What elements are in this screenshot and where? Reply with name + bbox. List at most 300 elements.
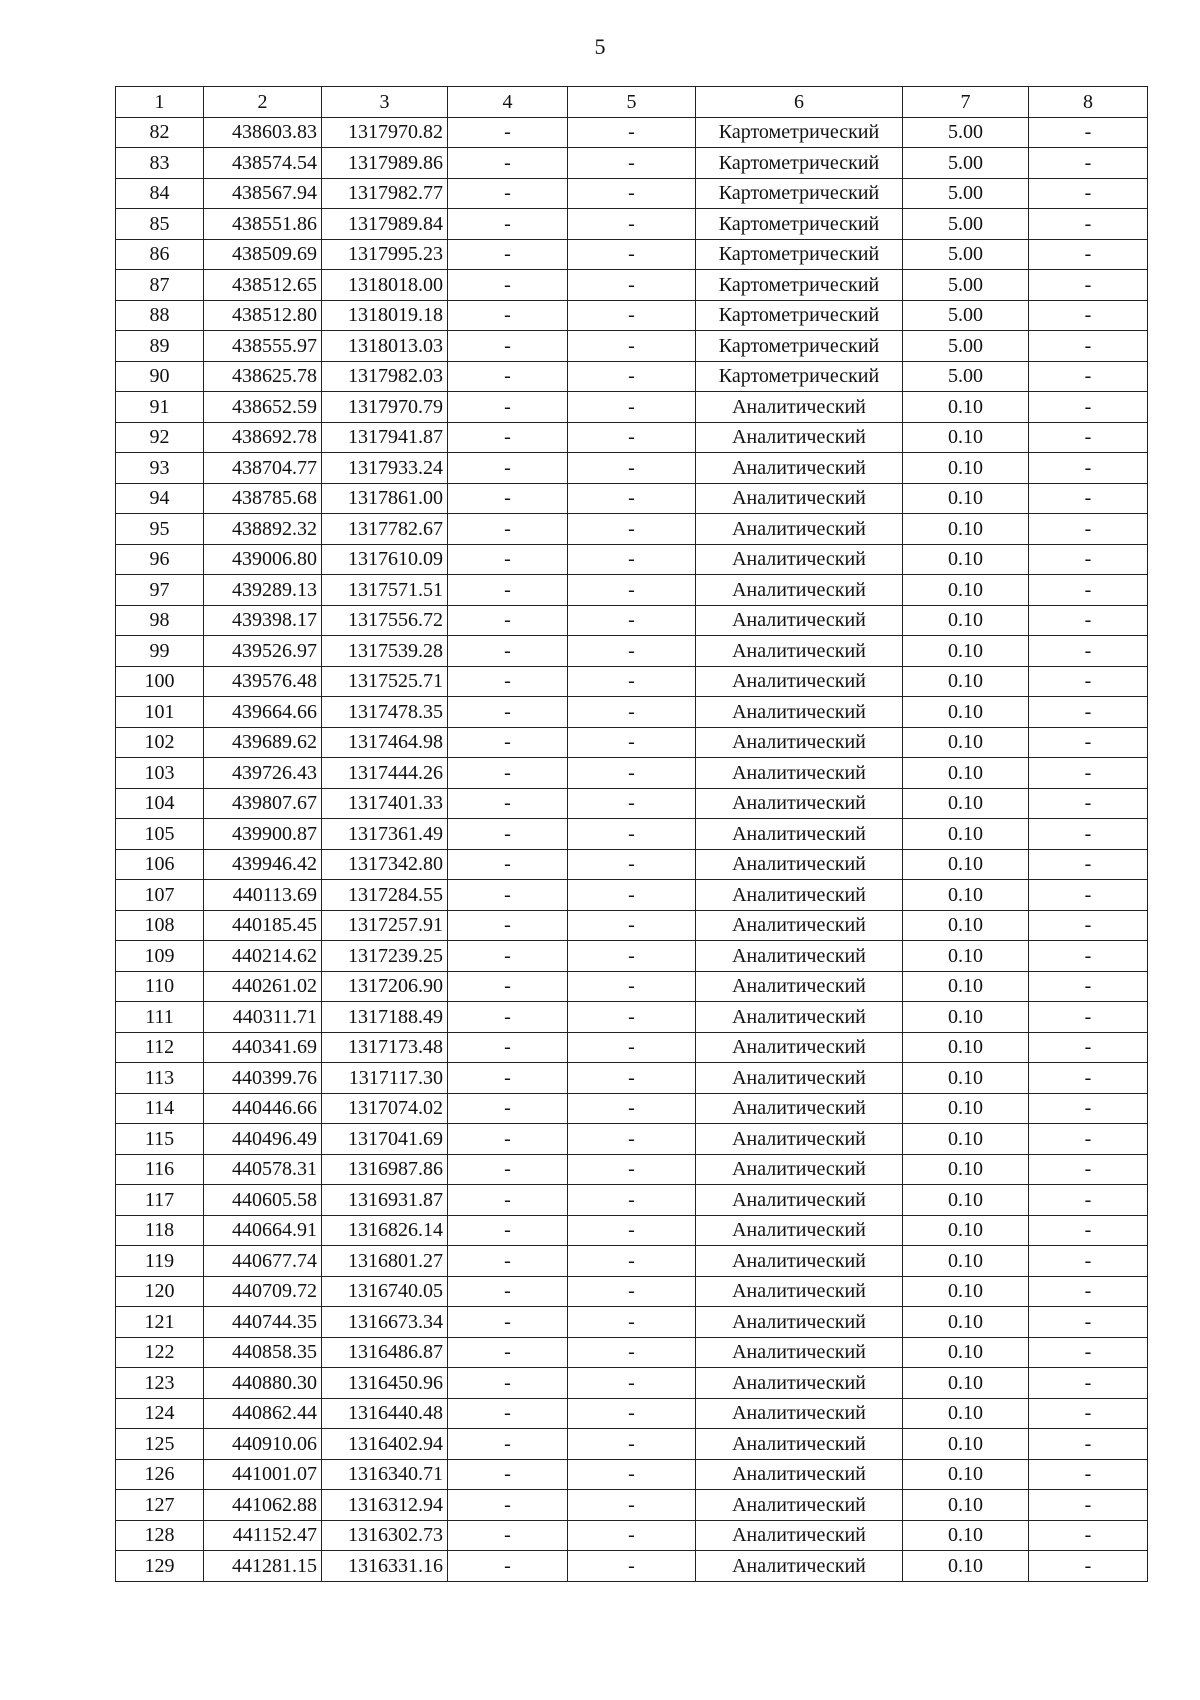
col8-cell: - xyxy=(1029,544,1148,575)
accuracy-cell: 0.10 xyxy=(903,727,1029,758)
point-number-cell: 119 xyxy=(116,1246,204,1277)
x-coordinate-cell: 439289.13 xyxy=(204,575,322,606)
x-coordinate-cell: 440214.62 xyxy=(204,941,322,972)
col8-cell: - xyxy=(1029,514,1148,545)
column-header-7: 7 xyxy=(903,87,1029,118)
point-number-cell: 89 xyxy=(116,331,204,362)
y-coordinate-cell: 1316402.94 xyxy=(322,1429,448,1460)
accuracy-cell: 0.10 xyxy=(903,1490,1029,1521)
page-number: 5 xyxy=(594,34,606,59)
table-row xyxy=(116,788,1148,819)
y-coordinate-cell: 1317361.49 xyxy=(322,819,448,850)
table-row xyxy=(116,544,1148,575)
x-coordinate-cell: 438509.69 xyxy=(204,239,322,270)
accuracy-cell: 0.10 xyxy=(903,1246,1029,1277)
point-number-cell: 121 xyxy=(116,1307,204,1338)
col4-cell: - xyxy=(448,148,568,179)
method-cell: Аналитический xyxy=(696,1276,903,1307)
col5-cell: - xyxy=(568,544,696,575)
col5-cell: - xyxy=(568,758,696,789)
point-number-cell: 97 xyxy=(116,575,204,606)
accuracy-cell: 5.00 xyxy=(903,148,1029,179)
accuracy-cell: 0.10 xyxy=(903,514,1029,545)
x-coordinate-cell: 438704.77 xyxy=(204,453,322,484)
col4-cell: - xyxy=(448,605,568,636)
table-row xyxy=(116,1276,1148,1307)
table-row xyxy=(116,453,1148,484)
col8-cell: - xyxy=(1029,971,1148,1002)
y-coordinate-cell: 1317995.23 xyxy=(322,239,448,270)
col5-cell: - xyxy=(568,1429,696,1460)
method-cell: Картометрический xyxy=(696,300,903,331)
method-cell: Картометрический xyxy=(696,178,903,209)
table-row xyxy=(116,483,1148,514)
table-row xyxy=(116,178,1148,209)
x-coordinate-cell: 439006.80 xyxy=(204,544,322,575)
accuracy-cell: 0.10 xyxy=(903,1154,1029,1185)
x-coordinate-cell: 439664.66 xyxy=(204,697,322,728)
y-coordinate-cell: 1316340.71 xyxy=(322,1459,448,1490)
col4-cell: - xyxy=(448,1276,568,1307)
table-row xyxy=(116,209,1148,240)
table-row xyxy=(116,1154,1148,1185)
point-number-cell: 88 xyxy=(116,300,204,331)
method-cell: Аналитический xyxy=(696,422,903,453)
col5-cell: - xyxy=(568,300,696,331)
accuracy-cell: 0.10 xyxy=(903,1063,1029,1094)
accuracy-cell: 5.00 xyxy=(903,331,1029,362)
col4-cell: - xyxy=(448,910,568,941)
point-number-cell: 92 xyxy=(116,422,204,453)
accuracy-cell: 0.10 xyxy=(903,1398,1029,1429)
method-cell: Аналитический xyxy=(696,1459,903,1490)
col5-cell: - xyxy=(568,1368,696,1399)
col4-cell: - xyxy=(448,1185,568,1216)
accuracy-cell: 0.10 xyxy=(903,1032,1029,1063)
x-coordinate-cell: 440910.06 xyxy=(204,1429,322,1460)
col4-cell: - xyxy=(448,727,568,758)
col5-cell: - xyxy=(568,666,696,697)
col8-cell: - xyxy=(1029,422,1148,453)
col5-cell: - xyxy=(568,575,696,606)
point-number-cell: 128 xyxy=(116,1520,204,1551)
col5-cell: - xyxy=(568,1032,696,1063)
method-cell: Аналитический xyxy=(696,483,903,514)
table-row xyxy=(116,1368,1148,1399)
accuracy-cell: 5.00 xyxy=(903,209,1029,240)
col8-cell: - xyxy=(1029,1368,1148,1399)
col4-cell: - xyxy=(448,514,568,545)
method-cell: Аналитический xyxy=(696,971,903,1002)
method-cell: Картометрический xyxy=(696,117,903,148)
col4-cell: - xyxy=(448,239,568,270)
method-cell: Аналитический xyxy=(696,758,903,789)
col8-cell: - xyxy=(1029,148,1148,179)
table-row xyxy=(116,1490,1148,1521)
method-cell: Аналитический xyxy=(696,1063,903,1094)
accuracy-cell: 0.10 xyxy=(903,758,1029,789)
x-coordinate-cell: 440496.49 xyxy=(204,1124,322,1155)
method-cell: Аналитический xyxy=(696,1032,903,1063)
accuracy-cell: 0.10 xyxy=(903,971,1029,1002)
col8-cell: - xyxy=(1029,331,1148,362)
x-coordinate-cell: 440709.72 xyxy=(204,1276,322,1307)
y-coordinate-cell: 1317525.71 xyxy=(322,666,448,697)
y-coordinate-cell: 1317539.28 xyxy=(322,636,448,667)
table-row xyxy=(116,636,1148,667)
method-cell: Аналитический xyxy=(696,727,903,758)
x-coordinate-cell: 440744.35 xyxy=(204,1307,322,1338)
col5-cell: - xyxy=(568,1063,696,1094)
point-number-cell: 96 xyxy=(116,544,204,575)
col8-cell: - xyxy=(1029,758,1148,789)
col8-cell: - xyxy=(1029,117,1148,148)
accuracy-cell: 0.10 xyxy=(903,575,1029,606)
col5-cell: - xyxy=(568,270,696,301)
x-coordinate-cell: 439689.62 xyxy=(204,727,322,758)
y-coordinate-cell: 1316486.87 xyxy=(322,1337,448,1368)
method-cell: Аналитический xyxy=(696,1307,903,1338)
col8-cell: - xyxy=(1029,300,1148,331)
col4-cell: - xyxy=(448,971,568,1002)
accuracy-cell: 5.00 xyxy=(903,300,1029,331)
col5-cell: - xyxy=(568,697,696,728)
point-number-cell: 108 xyxy=(116,910,204,941)
col5-cell: - xyxy=(568,880,696,911)
accuracy-cell: 0.10 xyxy=(903,1520,1029,1551)
column-header-8: 8 xyxy=(1029,87,1148,118)
point-number-cell: 83 xyxy=(116,148,204,179)
method-cell: Аналитический xyxy=(696,575,903,606)
y-coordinate-cell: 1316931.87 xyxy=(322,1185,448,1216)
col5-cell: - xyxy=(568,392,696,423)
y-coordinate-cell: 1318013.03 xyxy=(322,331,448,362)
accuracy-cell: 5.00 xyxy=(903,178,1029,209)
point-number-cell: 120 xyxy=(116,1276,204,1307)
col8-cell: - xyxy=(1029,239,1148,270)
table-header-row xyxy=(116,87,1148,118)
method-cell: Аналитический xyxy=(696,514,903,545)
table-row xyxy=(116,880,1148,911)
accuracy-cell: 0.10 xyxy=(903,636,1029,667)
col8-cell: - xyxy=(1029,1032,1148,1063)
table-row xyxy=(116,1459,1148,1490)
y-coordinate-cell: 1317464.98 xyxy=(322,727,448,758)
col8-cell: - xyxy=(1029,666,1148,697)
col8-cell: - xyxy=(1029,1002,1148,1033)
method-cell: Картометрический xyxy=(696,361,903,392)
col4-cell: - xyxy=(448,849,568,880)
col5-cell: - xyxy=(568,1093,696,1124)
col5-cell: - xyxy=(568,1520,696,1551)
col5-cell: - xyxy=(568,331,696,362)
method-cell: Аналитический xyxy=(696,1124,903,1155)
table-row xyxy=(116,239,1148,270)
table-row xyxy=(116,514,1148,545)
col5-cell: - xyxy=(568,1459,696,1490)
col4-cell: - xyxy=(448,636,568,667)
col8-cell: - xyxy=(1029,1215,1148,1246)
table-row xyxy=(116,1429,1148,1460)
method-cell: Аналитический xyxy=(696,1551,903,1582)
point-number-cell: 104 xyxy=(116,788,204,819)
col5-cell: - xyxy=(568,178,696,209)
col5-cell: - xyxy=(568,971,696,1002)
table-row xyxy=(116,849,1148,880)
point-number-cell: 98 xyxy=(116,605,204,636)
table-row xyxy=(116,575,1148,606)
col8-cell: - xyxy=(1029,270,1148,301)
point-number-cell: 125 xyxy=(116,1429,204,1460)
col5-cell: - xyxy=(568,1337,696,1368)
accuracy-cell: 0.10 xyxy=(903,1307,1029,1338)
x-coordinate-cell: 440880.30 xyxy=(204,1368,322,1399)
table-row xyxy=(116,1398,1148,1429)
col8-cell: - xyxy=(1029,483,1148,514)
accuracy-cell: 0.10 xyxy=(903,1429,1029,1460)
col5-cell: - xyxy=(568,788,696,819)
x-coordinate-cell: 438785.68 xyxy=(204,483,322,514)
y-coordinate-cell: 1316801.27 xyxy=(322,1246,448,1277)
method-cell: Аналитический xyxy=(696,1368,903,1399)
x-coordinate-cell: 441001.07 xyxy=(204,1459,322,1490)
accuracy-cell: 0.10 xyxy=(903,1093,1029,1124)
col4-cell: - xyxy=(448,300,568,331)
x-coordinate-cell: 438625.78 xyxy=(204,361,322,392)
col8-cell: - xyxy=(1029,1154,1148,1185)
table-row xyxy=(116,1093,1148,1124)
col8-cell: - xyxy=(1029,727,1148,758)
table-row xyxy=(116,941,1148,972)
col4-cell: - xyxy=(448,1551,568,1582)
col8-cell: - xyxy=(1029,788,1148,819)
col8-cell: - xyxy=(1029,361,1148,392)
y-coordinate-cell: 1317982.03 xyxy=(322,361,448,392)
y-coordinate-cell: 1318018.00 xyxy=(322,270,448,301)
x-coordinate-cell: 438551.86 xyxy=(204,209,322,240)
method-cell: Аналитический xyxy=(696,605,903,636)
accuracy-cell: 0.10 xyxy=(903,1124,1029,1155)
x-coordinate-cell: 441062.88 xyxy=(204,1490,322,1521)
col8-cell: - xyxy=(1029,1490,1148,1521)
x-coordinate-cell: 440664.91 xyxy=(204,1215,322,1246)
col4-cell: - xyxy=(448,666,568,697)
x-coordinate-cell: 438892.32 xyxy=(204,514,322,545)
y-coordinate-cell: 1317444.26 xyxy=(322,758,448,789)
y-coordinate-cell: 1317941.87 xyxy=(322,422,448,453)
x-coordinate-cell: 439576.48 xyxy=(204,666,322,697)
col4-cell: - xyxy=(448,544,568,575)
accuracy-cell: 0.10 xyxy=(903,422,1029,453)
table-row xyxy=(116,605,1148,636)
col8-cell: - xyxy=(1029,1124,1148,1155)
col4-cell: - xyxy=(448,1032,568,1063)
y-coordinate-cell: 1317478.35 xyxy=(322,697,448,728)
point-number-cell: 122 xyxy=(116,1337,204,1368)
col4-cell: - xyxy=(448,1215,568,1246)
table-row xyxy=(116,270,1148,301)
col4-cell: - xyxy=(448,422,568,453)
col5-cell: - xyxy=(568,727,696,758)
col4-cell: - xyxy=(448,178,568,209)
accuracy-cell: 5.00 xyxy=(903,239,1029,270)
point-number-cell: 117 xyxy=(116,1185,204,1216)
y-coordinate-cell: 1317074.02 xyxy=(322,1093,448,1124)
table-row xyxy=(116,1307,1148,1338)
col4-cell: - xyxy=(448,453,568,484)
y-coordinate-cell: 1317970.82 xyxy=(322,117,448,148)
method-cell: Аналитический xyxy=(696,1520,903,1551)
method-cell: Аналитический xyxy=(696,1185,903,1216)
col8-cell: - xyxy=(1029,819,1148,850)
point-number-cell: 101 xyxy=(116,697,204,728)
method-cell: Аналитический xyxy=(696,788,903,819)
table-row xyxy=(116,910,1148,941)
col4-cell: - xyxy=(448,788,568,819)
y-coordinate-cell: 1316450.96 xyxy=(322,1368,448,1399)
y-coordinate-cell: 1317933.24 xyxy=(322,453,448,484)
table-row xyxy=(116,819,1148,850)
table-row xyxy=(116,1002,1148,1033)
table-row xyxy=(116,1063,1148,1094)
col8-cell: - xyxy=(1029,1307,1148,1338)
col8-cell: - xyxy=(1029,1551,1148,1582)
col4-cell: - xyxy=(448,209,568,240)
method-cell: Аналитический xyxy=(696,666,903,697)
method-cell: Аналитический xyxy=(696,819,903,850)
col5-cell: - xyxy=(568,1307,696,1338)
method-cell: Аналитический xyxy=(696,1093,903,1124)
y-coordinate-cell: 1317982.77 xyxy=(322,178,448,209)
method-cell: Аналитический xyxy=(696,392,903,423)
col8-cell: - xyxy=(1029,636,1148,667)
col4-cell: - xyxy=(448,1093,568,1124)
accuracy-cell: 0.10 xyxy=(903,1337,1029,1368)
col8-cell: - xyxy=(1029,697,1148,728)
col8-cell: - xyxy=(1029,941,1148,972)
point-number-cell: 103 xyxy=(116,758,204,789)
point-number-cell: 111 xyxy=(116,1002,204,1033)
point-number-cell: 84 xyxy=(116,178,204,209)
coordinates-table xyxy=(115,86,1148,1582)
col4-cell: - xyxy=(448,941,568,972)
col8-cell: - xyxy=(1029,849,1148,880)
col4-cell: - xyxy=(448,1063,568,1094)
col4-cell: - xyxy=(448,1337,568,1368)
method-cell: Аналитический xyxy=(696,941,903,972)
point-number-cell: 87 xyxy=(116,270,204,301)
y-coordinate-cell: 1316673.34 xyxy=(322,1307,448,1338)
col4-cell: - xyxy=(448,117,568,148)
y-coordinate-cell: 1317041.69 xyxy=(322,1124,448,1155)
method-cell: Картометрический xyxy=(696,331,903,362)
y-coordinate-cell: 1317117.30 xyxy=(322,1063,448,1094)
accuracy-cell: 0.10 xyxy=(903,941,1029,972)
table-body xyxy=(116,117,1148,1581)
point-number-cell: 116 xyxy=(116,1154,204,1185)
col5-cell: - xyxy=(568,361,696,392)
table-row xyxy=(116,1246,1148,1277)
table-row xyxy=(116,971,1148,1002)
point-number-cell: 106 xyxy=(116,849,204,880)
method-cell: Аналитический xyxy=(696,1337,903,1368)
y-coordinate-cell: 1317173.48 xyxy=(322,1032,448,1063)
accuracy-cell: 0.10 xyxy=(903,483,1029,514)
x-coordinate-cell: 438652.59 xyxy=(204,392,322,423)
y-coordinate-cell: 1317284.55 xyxy=(322,880,448,911)
point-number-cell: 102 xyxy=(116,727,204,758)
accuracy-cell: 0.10 xyxy=(903,544,1029,575)
y-coordinate-cell: 1316440.48 xyxy=(322,1398,448,1429)
col5-cell: - xyxy=(568,453,696,484)
x-coordinate-cell: 438574.54 xyxy=(204,148,322,179)
y-coordinate-cell: 1317188.49 xyxy=(322,1002,448,1033)
point-number-cell: 115 xyxy=(116,1124,204,1155)
accuracy-cell: 0.10 xyxy=(903,605,1029,636)
accuracy-cell: 0.10 xyxy=(903,1185,1029,1216)
point-number-cell: 95 xyxy=(116,514,204,545)
col5-cell: - xyxy=(568,1398,696,1429)
col4-cell: - xyxy=(448,1490,568,1521)
col5-cell: - xyxy=(568,239,696,270)
col5-cell: - xyxy=(568,941,696,972)
method-cell: Аналитический xyxy=(696,453,903,484)
x-coordinate-cell: 439900.87 xyxy=(204,819,322,850)
point-number-cell: 124 xyxy=(116,1398,204,1429)
col5-cell: - xyxy=(568,514,696,545)
point-number-cell: 91 xyxy=(116,392,204,423)
col5-cell: - xyxy=(568,422,696,453)
table-row xyxy=(116,117,1148,148)
col4-cell: - xyxy=(448,1368,568,1399)
col4-cell: - xyxy=(448,1246,568,1277)
y-coordinate-cell: 1316826.14 xyxy=(322,1215,448,1246)
col4-cell: - xyxy=(448,758,568,789)
x-coordinate-cell: 440113.69 xyxy=(204,880,322,911)
x-coordinate-cell: 439526.97 xyxy=(204,636,322,667)
method-cell: Аналитический xyxy=(696,1398,903,1429)
point-number-cell: 114 xyxy=(116,1093,204,1124)
col8-cell: - xyxy=(1029,1337,1148,1368)
point-number-cell: 126 xyxy=(116,1459,204,1490)
column-header-2: 2 xyxy=(204,87,322,118)
table-row xyxy=(116,697,1148,728)
col4-cell: - xyxy=(448,1429,568,1460)
col8-cell: - xyxy=(1029,1398,1148,1429)
method-cell: Картометрический xyxy=(696,209,903,240)
x-coordinate-cell: 440261.02 xyxy=(204,971,322,1002)
col4-cell: - xyxy=(448,1002,568,1033)
point-number-cell: 86 xyxy=(116,239,204,270)
col8-cell: - xyxy=(1029,1246,1148,1277)
x-coordinate-cell: 439726.43 xyxy=(204,758,322,789)
x-coordinate-cell: 441152.47 xyxy=(204,1520,322,1551)
accuracy-cell: 0.10 xyxy=(903,880,1029,911)
col8-cell: - xyxy=(1029,392,1148,423)
col5-cell: - xyxy=(568,1124,696,1155)
col5-cell: - xyxy=(568,1215,696,1246)
point-number-cell: 123 xyxy=(116,1368,204,1399)
point-number-cell: 105 xyxy=(116,819,204,850)
y-coordinate-cell: 1316312.94 xyxy=(322,1490,448,1521)
x-coordinate-cell: 439946.42 xyxy=(204,849,322,880)
table-row xyxy=(116,392,1148,423)
col4-cell: - xyxy=(448,1307,568,1338)
col4-cell: - xyxy=(448,270,568,301)
method-cell: Аналитический xyxy=(696,636,903,667)
y-coordinate-cell: 1317610.09 xyxy=(322,544,448,575)
col4-cell: - xyxy=(448,392,568,423)
